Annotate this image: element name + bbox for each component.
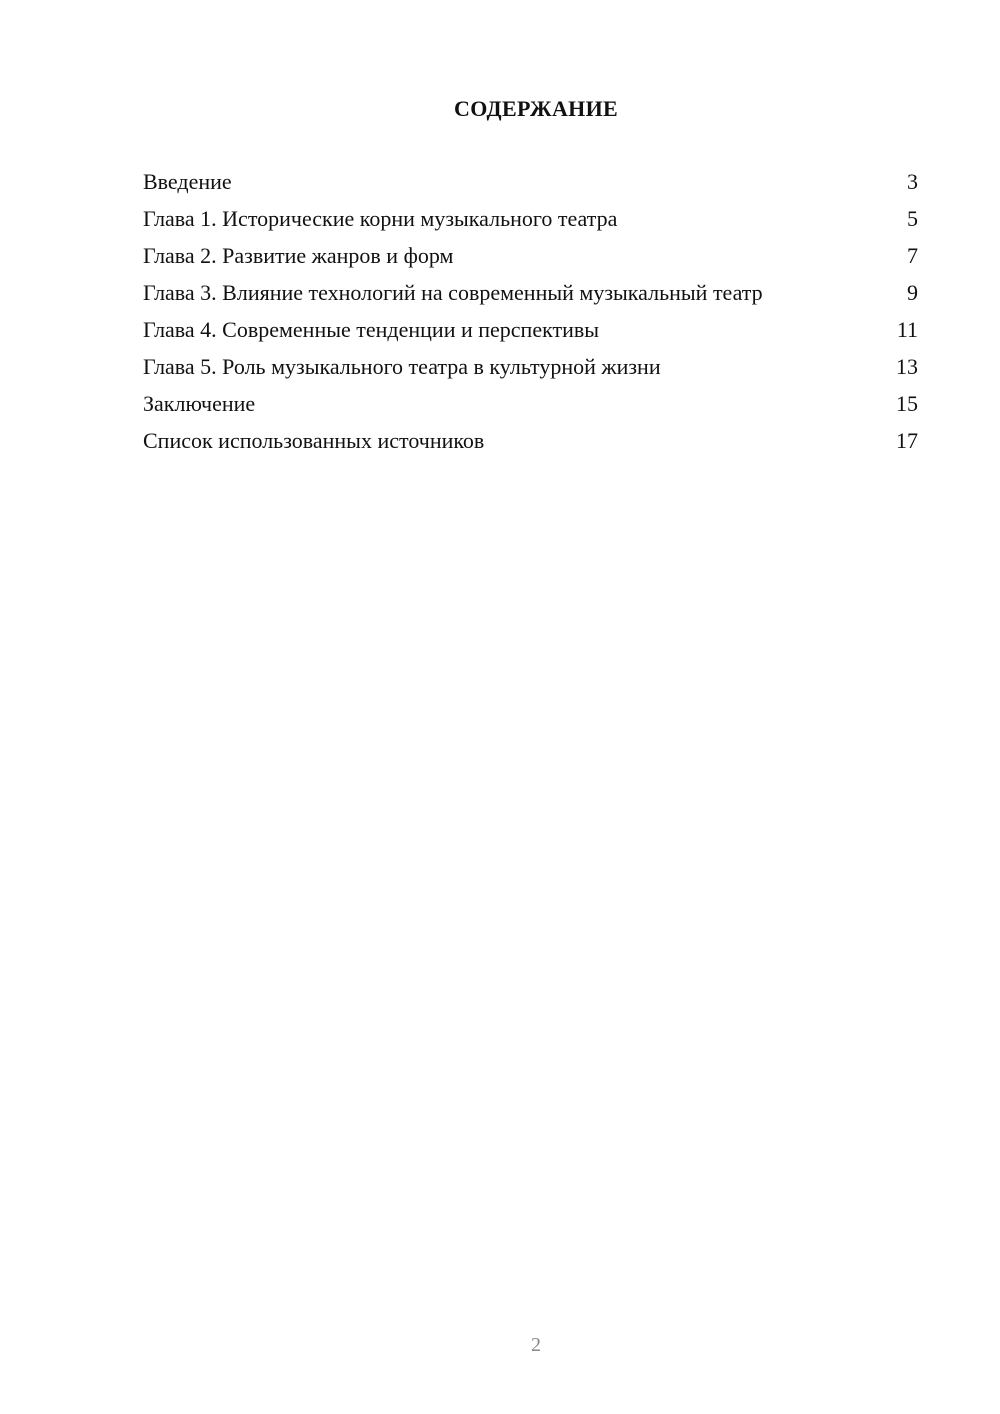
toc-entry-page: 13	[896, 354, 918, 379]
toc-entry-label: Глава 2. Развитие жанров и форм	[143, 243, 454, 268]
table-of-contents	[143, 168, 918, 464]
toc-entry-page: 3	[907, 169, 918, 194]
toc-entry-page: 15	[896, 391, 918, 416]
toc-entry-label: Глава 4. Современные тенденции и перспективы	[143, 317, 600, 342]
toc-entry-label: Введение	[143, 169, 232, 194]
page-number: 2	[531, 1334, 541, 1356]
toc-entry[interactable]	[143, 427, 918, 454]
toc-entry[interactable]	[143, 279, 918, 306]
toc-entry-label: Список использованных источников	[143, 428, 485, 453]
toc-entry-label: Заключение	[143, 391, 256, 416]
toc-entry[interactable]	[143, 353, 918, 380]
toc-entry-page: 17	[896, 428, 918, 453]
toc-entry[interactable]	[143, 242, 918, 269]
toc-entry-page: 5	[907, 206, 918, 231]
toc-entry[interactable]	[143, 316, 918, 343]
toc-entry[interactable]	[143, 390, 918, 417]
toc-entry-page: 7	[907, 243, 918, 268]
toc-entry-label: Глава 1. Исторические корни музыкального театра	[143, 206, 618, 231]
toc-entry-label: Глава 5. Роль музыкального театра в культурной жизни	[143, 354, 661, 379]
toc-entry-page: 9	[907, 280, 918, 305]
toc-entry[interactable]	[143, 168, 918, 195]
toc-entry[interactable]	[143, 205, 918, 232]
page-title: СОДЕРЖАНИЕ	[454, 96, 618, 121]
toc-entry-page: 11	[896, 317, 918, 342]
toc-entry-label: Глава 3. Влияние технологий на современный музыкальный театр	[143, 280, 763, 305]
